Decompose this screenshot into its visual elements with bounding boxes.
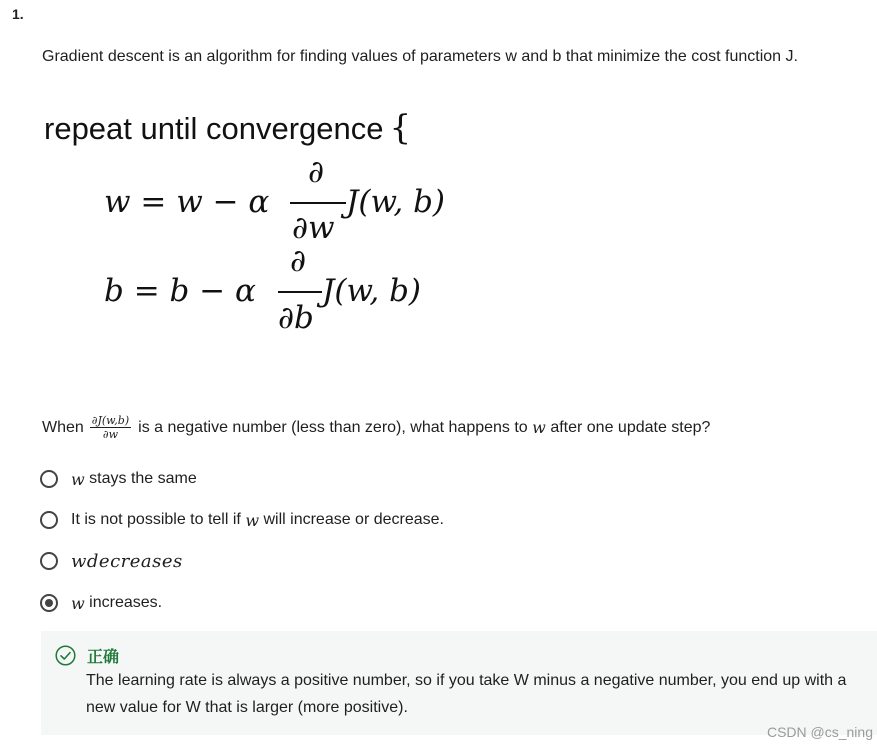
option-not-possible[interactable]	[40, 508, 444, 532]
option-stays-same[interactable]	[40, 467, 197, 491]
option-label: stays the same	[89, 470, 197, 487]
option-var: w	[71, 469, 85, 489]
update-w-numerator: ∂	[308, 154, 325, 190]
correct-status-label: 正确	[87, 649, 120, 666]
update-b-lhs: b = b − α	[104, 273, 256, 309]
algorithm-heading	[44, 108, 411, 148]
update-formulas	[96, 148, 496, 338]
radio-button[interactable]	[40, 470, 58, 488]
option-label-a: It is not possible to tell if	[71, 511, 241, 528]
radio-button[interactable]	[40, 511, 58, 529]
fraction-numerator: ∂J(w,b)	[91, 414, 130, 427]
fraction-denominator: ∂w	[102, 428, 119, 441]
option-var: w	[245, 510, 260, 530]
prompt-var: w	[532, 418, 546, 437]
open-brace: {	[389, 108, 412, 148]
radio-button[interactable]	[40, 552, 58, 570]
option-var: w	[71, 593, 85, 613]
question-prompt	[42, 414, 710, 441]
watermark: CSDN @cs_ning	[766, 724, 873, 740]
feedback-explanation: The learning rate is always a positive number, so if you take W minus a negative number, you end up with a new value for W that is larger (more positive).	[86, 672, 847, 716]
prompt-before: When	[42, 418, 84, 436]
partial-derivative-fraction	[90, 414, 131, 441]
update-w-formula	[104, 154, 445, 246]
prompt-after-b: after one update step?	[550, 418, 711, 436]
update-b-denominator: ∂b	[278, 300, 314, 336]
feedback-panel	[41, 631, 877, 735]
option-increases[interactable]	[40, 591, 162, 615]
radio-button-selected[interactable]	[40, 594, 58, 612]
prompt-after-a: is a negative number (less than zero), what happens to	[138, 418, 528, 436]
check-circle-icon	[55, 645, 76, 666]
update-w-rhs: J(w, b)	[346, 184, 446, 220]
update-b-rhs: J(w, b)	[322, 273, 422, 309]
update-w-denominator: ∂w	[292, 210, 335, 246]
algorithm-heading-text: repeat until convergence	[44, 111, 384, 146]
option-label: increases.	[89, 594, 163, 611]
question-number: 1.	[12, 6, 24, 22]
update-b-numerator: ∂	[290, 243, 307, 279]
update-w-lhs: w = w − α	[104, 184, 270, 220]
question-intro: Gradient descent is an algorithm for finding values of parameters w and b that minimize the cost function J.	[42, 48, 798, 65]
option-label-b: will increase or decrease.	[263, 511, 444, 528]
option-decreases[interactable]	[40, 549, 183, 573]
option-label-math: wdecreases	[71, 550, 183, 572]
update-b-formula	[104, 243, 421, 336]
